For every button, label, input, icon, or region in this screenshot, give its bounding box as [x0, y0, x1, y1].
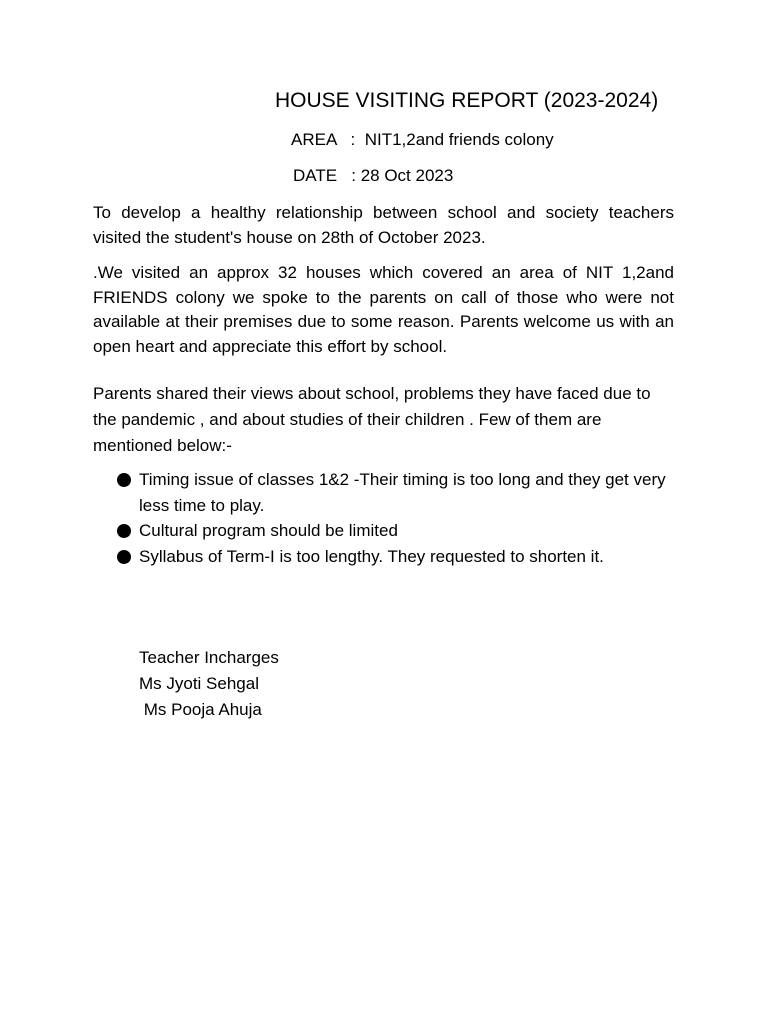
- report-title: HOUSE VISITING REPORT (2023-2024): [275, 89, 659, 112]
- list-item: [116, 518, 676, 544]
- list-item: [116, 467, 676, 518]
- intro-paragraph: To develop a healthy relationship between school and society teachers visited the student's house on 28th of October 2023.: [93, 203, 674, 247]
- list-item: [116, 544, 676, 570]
- list-item-text: Cultural program should be limited: [139, 521, 398, 540]
- list-item-text: Timing issue of classes 1&2 -Their timing is too long and they get very less time to play.: [139, 470, 666, 515]
- bullet-icon: [117, 550, 131, 564]
- date-line: DATE : 28 Oct 2023: [293, 166, 454, 185]
- area-line: AREA : NIT1,2and friends colony: [291, 130, 554, 149]
- signature-name-2: Ms Pooja Ahuja: [139, 700, 262, 719]
- bullet-icon: [117, 524, 131, 538]
- views-paragraph: Parents shared their views about school, problems they have faced due to the pandemic , and about studies of their children . Few of them are mentioned below:-: [93, 384, 651, 455]
- visit-paragraph: .We visited an approx 32 houses which covered an area of NIT 1,2and FRIENDS colony we spoke to the parents on call of those who were not available at their premises due to some reason. Parents welcome us with an open heart and appreciate this effort by school.: [93, 263, 674, 356]
- signature-name-1: Ms Jyoti Sehgal: [139, 674, 259, 693]
- list-item-text: Syllabus of Term-I is too lengthy. They requested to shorten it.: [139, 546, 604, 566]
- feedback-list: [116, 467, 676, 569]
- bullet-icon: [117, 473, 131, 487]
- signature-heading: Teacher Incharges: [139, 648, 279, 667]
